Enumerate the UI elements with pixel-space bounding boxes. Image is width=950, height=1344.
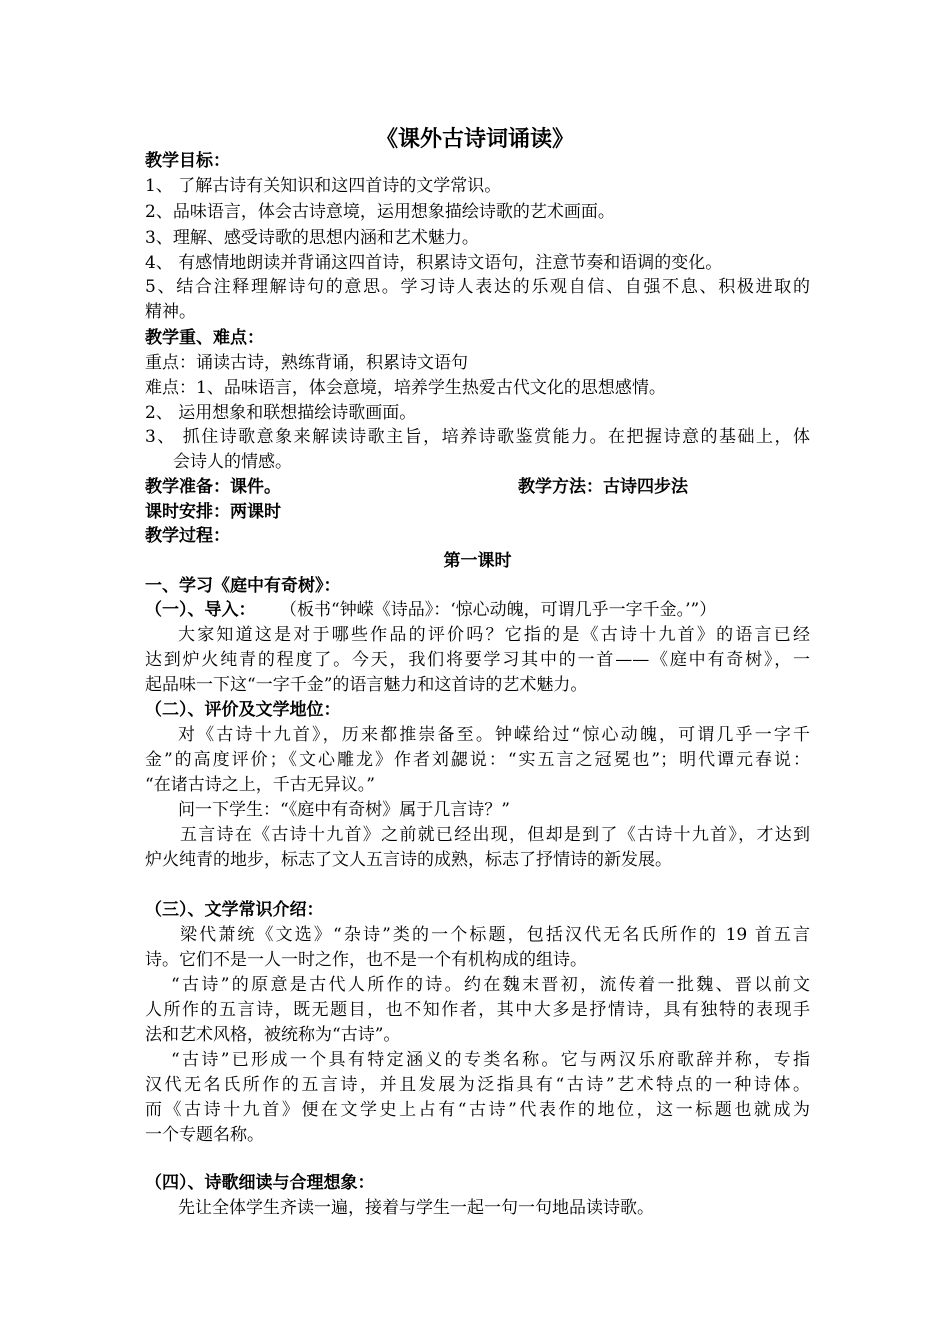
body-line: 梁代萧统《文选》“杂诗”类的一个标题，包括汉代无名氏所作的 19 首五言 [180, 925, 810, 945]
body-line: “古诗”的原意是古代人所作的诗。约在魏末晋初，流传着一批魏、晋以前文 [171, 975, 810, 995]
body-line: 问一下学生：“《庭中有奇树》属于几言诗？” [178, 800, 510, 820]
lesson-title: 第一课时 [443, 551, 512, 571]
body-line: “在诸古诗之上，千古无异议。” [145, 775, 375, 795]
objective-item: 3、理解、感受诗歌的思想内涵和艺术魅力。 [145, 228, 479, 248]
body-line: 而《古诗十九首》便在文学史上占有“古诗”代表作的地位，这一标题也就成为 [145, 1100, 810, 1120]
body-line: 人所作的五言诗，既无题目，也不知作者，其中大多是抒情诗，具有独特的表现手 [145, 1000, 810, 1020]
body-line: 法和艺术风格，被统称为“古诗”。 [145, 1025, 401, 1045]
key-point-line: 2、 运用想象和联想描绘诗歌画面。 [145, 403, 417, 423]
teaching-prep: 教学准备：课件。 [145, 477, 281, 497]
body-line: 炉火纯青的地步，标志了文人五言诗的成熟，标志了抒情诗的新发展。 [145, 850, 672, 870]
body-line: 先让全体学生齐读一遍，接着与学生一起一句一句地品读诗歌。 [178, 1198, 654, 1218]
body-line: 汉代无名氏所作的五言诗，并且发展为泛指具有“古诗”艺术特点的一种诗体。 [145, 1075, 810, 1095]
board-note: （板书“钟嵘《诗品》：‘惊心动魄，可谓几乎一字千金。’”） [280, 600, 717, 620]
body-line: 诗。它们不是一人一时之作，也不是一个有机构成的组诗。 [145, 950, 587, 970]
section-heading: 一、学习《庭中有奇树》： [145, 576, 341, 596]
body-line: 起品味一下这“一字千金”的语言魅力和这首诗的艺术魅力。 [145, 675, 588, 695]
body-line: 达到炉火纯青的程度了。今天，我们将要学习其中的一首——《庭中有奇树》，一 [145, 650, 810, 670]
body-line: 对《古诗十九首》，历来都推崇备至。钟嵘给过“惊心动魄，可谓几乎一字千 [178, 725, 810, 745]
objective-item: 4、 有感情地朗读并背诵这四首诗，积累诗文语句，注意节奏和语调的变化。 [145, 253, 723, 273]
key-point-line: 重点：诵读古诗，熟练背诵，积累诗文语句 [145, 353, 468, 373]
document-title: 《课外古诗词诵读》 [375, 126, 574, 152]
objective-item: 5、结合注释理解诗句的意思。学习诗人表达的乐观自信、自强不息、积极进取的 [145, 277, 810, 297]
body-line: 金”的高度评价；《文心雕龙》作者刘勰说：“实五言之冠冕也”；明代谭元春说： [145, 750, 810, 770]
part-heading: （一）、导入： [145, 600, 256, 620]
teaching-method: 教学方法：古诗四步法 [518, 477, 688, 497]
objectives-heading: 教学目标： [145, 151, 230, 171]
lesson-schedule: 课时安排：两课时 [145, 502, 281, 522]
part-heading: （四）、诗歌细读与合理想象： [145, 1173, 375, 1193]
body-line: 一个专题名称。 [145, 1125, 264, 1145]
body-line: 大家知道这是对于哪些作品的评价吗？它指的是《古诗十九首》的语言已经 [178, 625, 810, 645]
process-heading: 教学过程： [145, 526, 230, 546]
objective-item: 2、品味语言，体会古诗意境，运用想象描绘诗歌的艺术画面。 [145, 202, 615, 222]
key-point-line: 3、 抓住诗歌意象来解读诗歌主旨，培养诗歌鉴赏能力。在把握诗意的基础上，体 [145, 427, 810, 447]
body-line: 五言诗在《古诗十九首》之前就已经出现，但却是到了《古诗十九首》，才达到 [180, 825, 810, 845]
part-heading: （二）、评价及文学地位： [145, 700, 341, 720]
key-points-heading: 教学重、难点： [145, 328, 264, 348]
body-line: “古诗”已形成一个具有特定涵义的专类名称。它与两汉乐府歌辞并称，专指 [171, 1050, 810, 1070]
objective-item: 精神。 [145, 302, 196, 322]
objective-item: 1、 了解古诗有关知识和这四首诗的文学常识。 [145, 176, 502, 196]
part-heading: （三）、文学常识介绍： [145, 900, 324, 920]
key-point-line: 难点：1、品味语言，体会意境，培养学生热爱古代文化的思想感情。 [145, 378, 666, 398]
key-point-line: 会诗人的情感。 [173, 452, 292, 472]
